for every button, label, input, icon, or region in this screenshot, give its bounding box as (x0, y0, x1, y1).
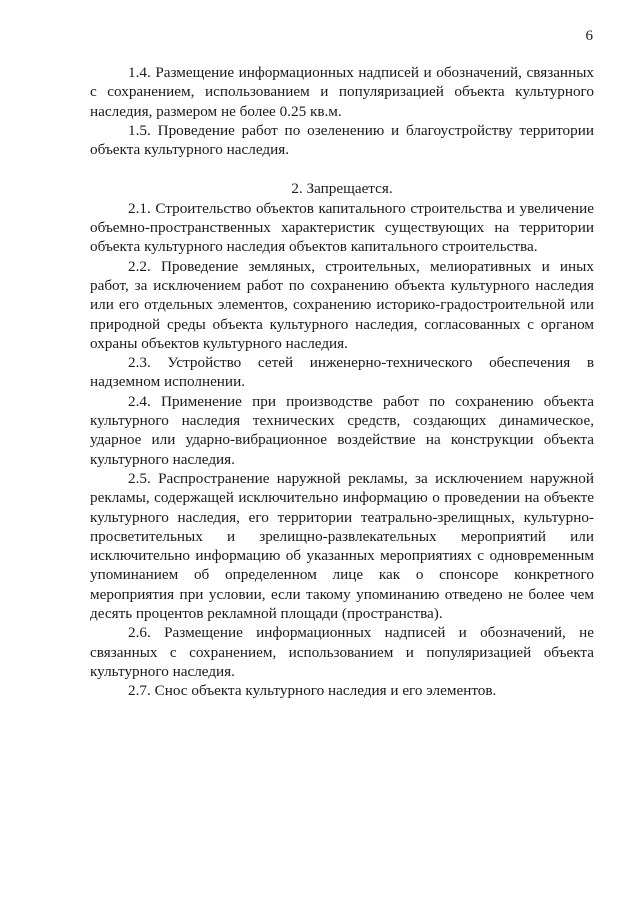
clause-2-5: 2.5. Распространение наружной рекламы, за исключением наружной рекламы, содержащей исключительно информацию о проведении на объекте культурного наследия, его территории театрально-зрелищных, культурно-просветительных и зрелищно-развлекательных мероприятий или исключительно информацию об указанных мероприятиях с одновременным упоминанием об определенном лице как о спонсоре конкретного мероприятия при условии, если такому упоминанию отведено не более чем десять процентов рекламной площади (пространства). (90, 469, 594, 623)
clause-1-4: 1.4. Размещение информационных надписей и обозначений, связанных с сохранением, использованием и популяризацией объекта культурного наследия, размером не более 0.25 кв.м. (90, 64, 594, 120)
clause-2-1: 2.1. Строительство объектов капитального строительства и увеличение объемно-пространственных характеристик существующих на территории объекта культурного наследия объектов капитального строительства. (90, 199, 594, 256)
clause-1-5: 1.5. Проведение работ по озеленению и благоустройству территории объекта культурного наследия. (90, 121, 594, 159)
section-spacer (90, 159, 594, 179)
clause-2-7: 2.7. Снос объекта культурного наследия и его элементов. (128, 682, 497, 700)
clause-2-6: 2.6. Размещение информационных надписей и обозначений, не связанных с сохранением, использованием и популяризацией объекта культурного наследия. (90, 624, 594, 680)
document-body (90, 63, 594, 701)
clause-2-3: 2.3. Устройство сетей инженерно-технического обеспечения в надземном исполнении. (90, 354, 594, 391)
section-heading-prohibited: 2. Запрещается. (291, 180, 393, 198)
clause-2-4: 2.4. Применение при производстве работ по сохранению объекта культурного наследия технических средств, создающих динамическое, ударное или ударно-вибрационное воздействие на конструкции объекта культурного наследия. (90, 392, 594, 468)
clause-2-2: 2.2. Проведение земляных, строительных, мелиоративных и иных работ, за исключением работ по сохранению объекта культурного наследия или его отдельных элементов, сохранению историко-градостроительной или природной среды объекта культурного наследия, согласованных с органом охраны объектов культурного наследия. (90, 257, 594, 352)
page-number: 6 (585, 28, 593, 44)
